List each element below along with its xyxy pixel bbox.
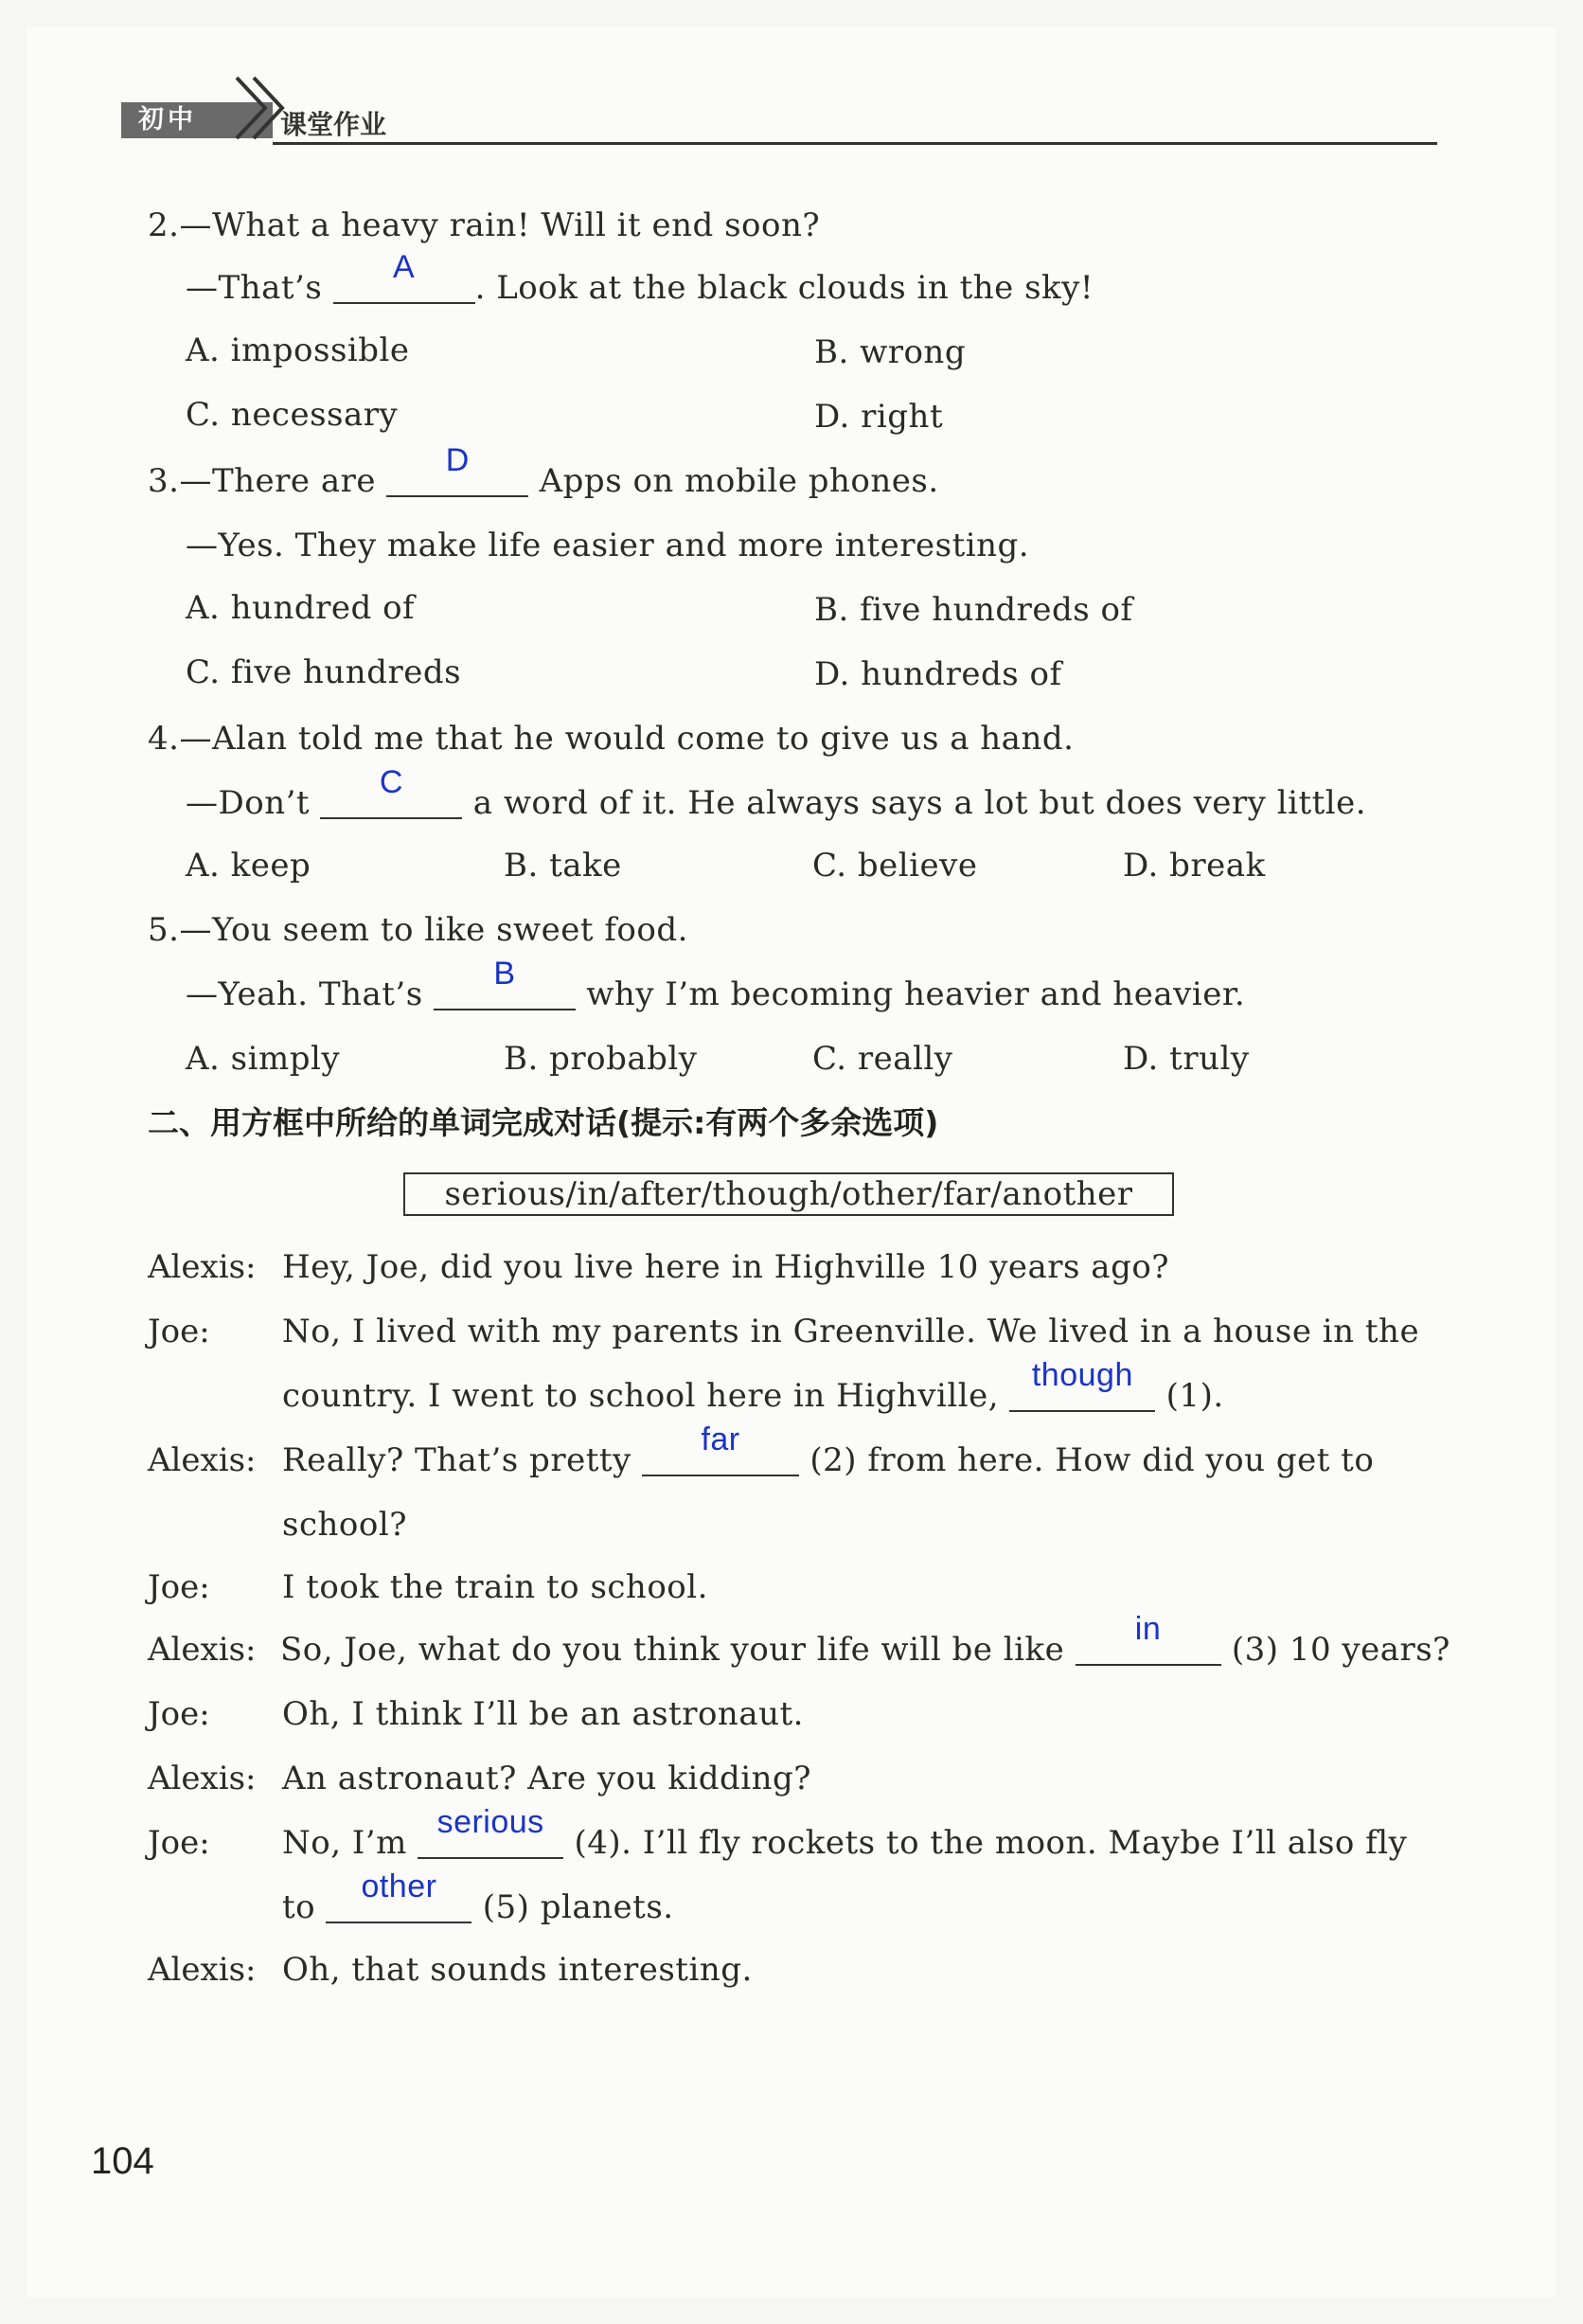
d8-line1-end: (4). I’ll fly rockets to the moon. Maybe I’ll also fly [574, 1824, 1408, 1862]
d2-line2-end: (1). [1165, 1377, 1224, 1415]
dialogue-line [282, 1421, 1375, 1479]
blank-2-answer: far [701, 1421, 740, 1457]
q3-option-a[interactable]: A. hundred of [186, 589, 416, 627]
q2-response-start: —That’s [186, 269, 323, 307]
q4-option-a[interactable]: A. keep [186, 847, 311, 885]
blank-3[interactable] [1076, 1611, 1221, 1666]
blank-5[interactable] [326, 1868, 471, 1923]
dialogue-speaker: Joe: [148, 1568, 210, 1606]
q5-prompt: —You seem to like sweet food. [179, 911, 688, 949]
dialogue-speaker: Alexis: [148, 1631, 257, 1669]
d5-start: So, Joe, what do you think your life will be like [280, 1631, 1065, 1669]
dialogue-line: Hey, Joe, did you live here in Highville 10 years ago? [282, 1248, 1170, 1286]
dialogue-line: I took the train to school. [282, 1568, 708, 1606]
q2-number: 2. [148, 206, 180, 244]
q5-number: 5. [148, 911, 180, 949]
q2-line1 [148, 206, 820, 244]
dialogue-speaker: Alexis: [148, 1951, 257, 1989]
q3-prompt-start: —There are [179, 462, 376, 500]
dialogue-speaker: Joe: [148, 1695, 210, 1733]
q4-answer-blank[interactable] [320, 764, 462, 819]
word-box: serious/in/after/though/other/far/another [403, 1172, 1174, 1216]
q2-answer: A [392, 249, 416, 285]
q5-option-b[interactable]: B. probably [504, 1040, 698, 1078]
q2-answer-blank[interactable] [333, 249, 475, 304]
section-2-title: 二、用方框中所给的单词完成对话(提示:有两个多余选项) [148, 1104, 939, 1141]
header-title: 课堂作业 [280, 109, 387, 140]
blank-2[interactable] [642, 1421, 799, 1476]
blank-3-answer: in [1134, 1611, 1162, 1647]
dialogue-line [282, 1357, 1224, 1415]
q4-line1 [148, 720, 1074, 758]
dialogue-speaker: Joe: [148, 1313, 210, 1350]
dialogue-speaker: Alexis: [148, 1760, 257, 1797]
q3-option-c[interactable]: C. five hundreds [186, 653, 462, 691]
q3-line2: —Yes. They make life easier and more interesting. [186, 527, 1030, 564]
q4-option-d[interactable]: D. break [1123, 847, 1266, 885]
dialogue-line: Oh, I think I’ll be an astronaut. [282, 1695, 804, 1733]
q4-option-c[interactable]: C. believe [812, 847, 978, 885]
d5-end: (3) 10 years? [1231, 1631, 1450, 1669]
d3-line1-end: (2) from here. How did you get to [809, 1441, 1375, 1479]
dialogue-line [282, 1868, 674, 1926]
d8-line1-start: No, I’m [282, 1824, 407, 1862]
dialogue-line [280, 1611, 1450, 1669]
q5-answer: B [493, 956, 516, 992]
dialogue-line: No, I lived with my parents in Greenville. We lived in a house in the [282, 1313, 1420, 1350]
header-tag: 初中 [121, 102, 273, 138]
q4-option-b[interactable]: B. take [504, 847, 622, 885]
q3-prompt-end: Apps on mobile phones. [539, 462, 939, 500]
q3-line1 [148, 442, 939, 500]
q5-response-end: why I’m becoming heavier and heavier. [586, 975, 1246, 1013]
d8-line2-end: (5) planets. [482, 1888, 674, 1926]
blank-5-answer: other [361, 1868, 437, 1904]
q4-number: 4. [148, 720, 180, 758]
q5-response-start: —Yeah. That’s [186, 975, 423, 1013]
q3-answer-blank[interactable] [386, 442, 528, 497]
q2-option-a[interactable]: A. impossible [186, 331, 410, 369]
q2-option-c[interactable]: C. necessary [186, 396, 399, 434]
dialogue-line [282, 1804, 1408, 1862]
dialogue-speaker: Alexis: [148, 1441, 257, 1479]
q5-line2 [186, 956, 1246, 1013]
dialogue-line: Oh, that sounds interesting. [282, 1951, 753, 1989]
dialogue-line: An astronaut? Are you kidding? [282, 1760, 812, 1797]
q2-option-d[interactable]: D. right [814, 398, 944, 436]
header-rule [273, 142, 1437, 145]
q5-line1 [148, 911, 688, 949]
q4-prompt: —Alan told me that he would come to give us a hand. [179, 720, 1075, 758]
q2-option-b[interactable]: B. wrong [814, 333, 967, 371]
blank-4[interactable] [418, 1804, 563, 1859]
q2-prompt: —What a heavy rain! Will it end soon? [179, 206, 821, 244]
q3-answer: D [445, 442, 470, 478]
page-header [121, 95, 1428, 152]
q3-number: 3. [148, 462, 180, 500]
q4-response-start: —Don’t [186, 784, 311, 822]
q3-option-b[interactable]: B. five hundreds of [814, 591, 1133, 629]
page-number: 104 [91, 2140, 154, 2182]
blank-4-answer: serious [436, 1804, 544, 1840]
d2-line2-start: country. I went to school here in Highville, [282, 1377, 1000, 1415]
q2-response-end: . Look at the black clouds in the sky! [474, 269, 1094, 307]
q4-response-end: a word of it. He always says a lot but does very little. [472, 784, 1367, 822]
d8-line2-start: to [282, 1888, 316, 1926]
d3-line1-start: Really? That’s pretty [282, 1441, 631, 1479]
q5-option-a[interactable]: A. simply [186, 1040, 341, 1078]
q4-line2 [186, 764, 1367, 822]
dialogue-line: school? [282, 1506, 407, 1544]
q4-answer: C [379, 764, 403, 800]
blank-1-answer: though [1031, 1357, 1133, 1393]
q5-answer-blank[interactable] [434, 956, 576, 1010]
q3-option-d[interactable]: D. hundreds of [814, 655, 1062, 693]
blank-1[interactable] [1009, 1357, 1155, 1412]
dialogue-speaker: Joe: [148, 1824, 210, 1862]
q2-line2 [186, 249, 1094, 307]
q5-option-d[interactable]: D. truly [1123, 1040, 1250, 1078]
dialogue-speaker: Alexis: [148, 1248, 257, 1286]
q5-option-c[interactable]: C. really [812, 1040, 953, 1078]
